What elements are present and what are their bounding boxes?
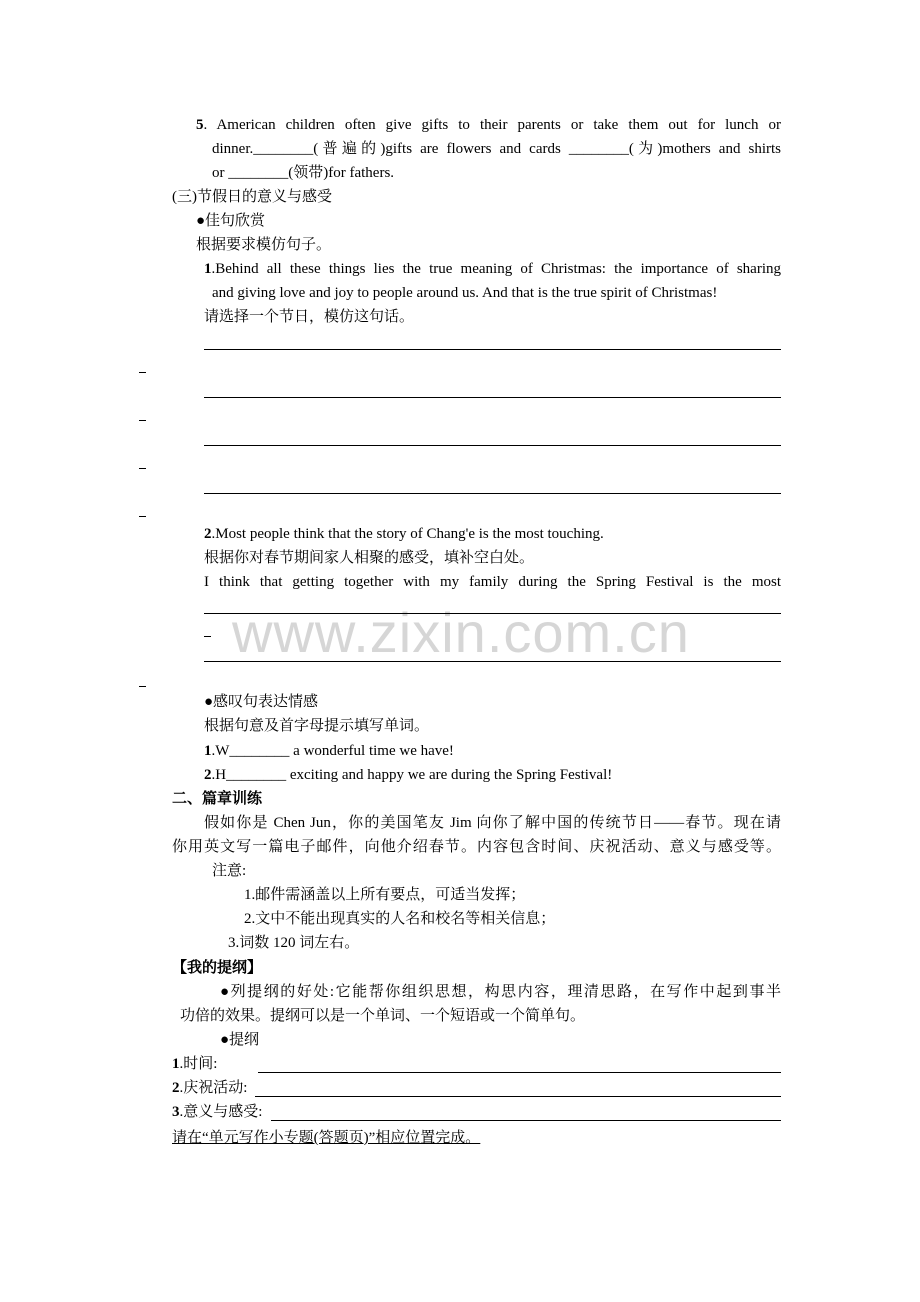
q5-line-1 xyxy=(196,115,781,135)
instruction-imitate: 根据要求模仿句子。 xyxy=(196,237,332,253)
answer-line[interactable] xyxy=(204,349,781,350)
outline-meaning-field[interactable] xyxy=(271,1120,781,1121)
task-paragraph-line-2: 你用英文写一篇电子邮件，向他介绍春节。内容包含时间、庆祝活动、意义与感受等。 xyxy=(172,839,781,855)
q5-number: 5 xyxy=(196,117,204,133)
instruction-fill-words: 根据句意及首字母提示填写单词。 xyxy=(204,718,430,734)
outline-meaning-text: .意义与感受: xyxy=(179,1104,263,1120)
outline-benefit-line-1: ●列提纲的好处:它能帮你组织思想，构思内容，理清思路，在写作中起到事半 xyxy=(220,984,781,1000)
watermark-text: www.zixin.com.cn xyxy=(232,601,690,664)
q5-line-3: or ________(领带)for fathers. xyxy=(212,165,395,181)
outline-time-field[interactable] xyxy=(258,1072,781,1073)
outline-meaning-label xyxy=(172,1102,262,1122)
task-paragraph-line-1: 假如你是 Chen Jun，你的美国笔友 Jim 向你了解中国的传统节日——春节。现在请 xyxy=(204,815,781,831)
outline-time-text: .时间: xyxy=(179,1056,218,1072)
ex1-number: 1 xyxy=(204,743,212,759)
item1-line-2: and giving love and joy to people around us. And that is the true spirit of Christmas! xyxy=(212,285,718,301)
outline-time-number: 1 xyxy=(172,1056,180,1072)
note-item-3: 3.词数 120 词左右。 xyxy=(228,935,360,951)
ex1-text: .W________ a wonderful time we have! xyxy=(211,743,454,759)
exclamation-item-1 xyxy=(204,741,454,761)
answer-line[interactable] xyxy=(204,661,781,662)
bullet-exclamation: ●感叹句表达情感 xyxy=(204,694,319,710)
margin-dash xyxy=(139,686,146,687)
item2-instruction: 根据你对春节期间家人相聚的感受，填补空白处。 xyxy=(204,550,535,566)
answer-line[interactable] xyxy=(204,613,781,614)
q5-line-2: dinner.________(普遍的)gifts are flowers and cards ________(为)mothers and shirts xyxy=(212,141,781,157)
item1-line-1 xyxy=(204,259,781,279)
ex2-text: .H________ exciting and happy we are during the Spring Festival! xyxy=(211,767,613,783)
item1-instruction: 请选择一个节日，模仿这句话。 xyxy=(204,309,415,325)
margin-dash xyxy=(139,468,146,469)
footer-instruction: 请在“单元写作小专题(答题页)”相应位置完成。 xyxy=(172,1130,481,1146)
ex2-number: 2 xyxy=(204,767,212,783)
answer-line[interactable] xyxy=(204,397,781,398)
answer-line[interactable] xyxy=(204,493,781,494)
outline-heading: 【我的提纲】 xyxy=(172,960,263,976)
item1-number: 1 xyxy=(204,261,212,277)
item2-line xyxy=(204,524,604,544)
item2-text: .Most people think that the story of Chang'e is the most touching. xyxy=(211,526,604,542)
note-label: 注意: xyxy=(212,863,247,879)
outline-meaning-number: 3 xyxy=(172,1104,180,1120)
item2-number: 2 xyxy=(204,526,212,542)
exclamation-item-2 xyxy=(204,765,612,785)
margin-dash xyxy=(204,636,211,637)
note-item-2: 2.文中不能出现真实的人名和校名等相关信息； xyxy=(244,911,556,927)
q5-text-1: . American children often give gifts to their parents or take them out for lunch or xyxy=(203,117,781,133)
answer-line[interactable] xyxy=(204,445,781,446)
margin-dash xyxy=(139,516,146,517)
note-item-1: 1.邮件需涵盖以上所有要点，可适当发挥； xyxy=(244,887,526,903)
outline-activities-number: 2 xyxy=(172,1080,180,1096)
section-heading-meaning: (三)节假日的意义与感受 xyxy=(172,189,332,205)
outline-activities-label xyxy=(172,1078,247,1098)
item1-text-1: .Behind all these things lies the true meaning of Christmas: the importance of sharing xyxy=(211,261,781,277)
part2-heading: 二、篇章训练 xyxy=(172,791,263,807)
margin-dash xyxy=(139,372,146,373)
outline-benefit-line-2: 功倍的效果。提纲可以是一个单词、一个短语或一个简单句。 xyxy=(180,1008,586,1024)
bullet-fine-sentences: ●佳句欣赏 xyxy=(196,213,266,229)
outline-activities-field[interactable] xyxy=(255,1096,781,1097)
outline-activities-text: .庆祝活动: xyxy=(179,1080,248,1096)
outline-time-label xyxy=(172,1054,217,1074)
margin-dash xyxy=(139,420,146,421)
item2-sentence: I think that getting together with my family during the Spring Festival is the most xyxy=(204,574,781,590)
outline-bullet: ●提纲 xyxy=(220,1032,260,1048)
